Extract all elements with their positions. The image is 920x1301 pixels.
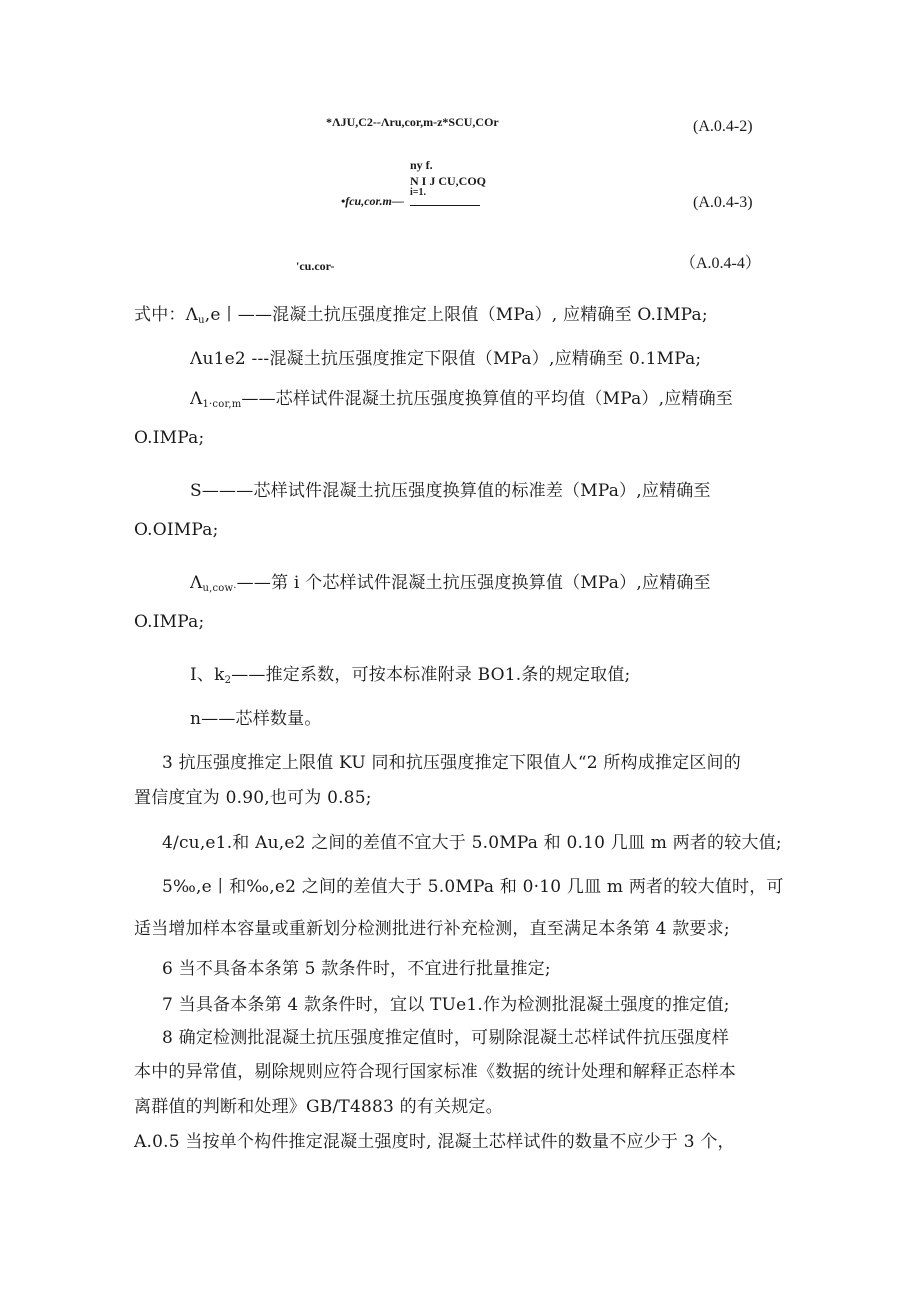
definition-lower-limit: Λu1e2 ---混凝土抗压强度推定下限值（MPa）,应精确至 0.1MPa; (190, 349, 702, 369)
formula-a043-fraction-bar (410, 205, 480, 206)
item-7: 7 当具备本条第 4 款条件时，宜以 TUe1.作为检测批混凝土强度的推定值; (162, 995, 730, 1015)
formula-a043-numerator: N I J CU,COQ (410, 174, 487, 188)
formula-a043-lhs: •fcu,cor.m— (341, 194, 404, 208)
item-3-line-2: 置信度宜为 0.90,也可为 0.85; (134, 788, 372, 808)
equation-number-a042: (A.0.4-2) (693, 118, 753, 135)
formula-a044: 'cu.cor- (296, 259, 335, 273)
formula-a043-numerator-top: ny f. (410, 158, 433, 172)
item-8-line-2: 本中的异常值，剔除规则应符合现行国家标准《数据的统计处理和解释正态样本 (134, 1062, 736, 1082)
definition-coefficients: I、$k_2——$推定系数，可按本标准附录 BO1.条的规定取值; (190, 665, 631, 686)
item-6: 6 当不具备本条第 5 款条件时，不宜进行批量推定; (162, 959, 551, 979)
item-5-line-1: 5‰,e丨和‰,e2 之间的差值大于 5.0MPa 和 0·10 几皿 m 两者的较大值时，可 (162, 877, 784, 897)
equation-number-a044: （A.0.4-4） (680, 255, 761, 272)
definition-mean-value-cont: O.IMPa; (134, 428, 205, 448)
definition-upper-limit: 式中：$\Lambda_u,e$丨——混凝土抗压强度推定上限值（MPa）, 应精确至 O.IMPa; (134, 305, 708, 326)
item-4: 4∕cu,e1.和 Au,e2 之间的差值不宜大于 5.0MPa 和 0.10 几皿 m 两者的较大值; (162, 833, 782, 853)
formula-a043-sum-index: i=1. (410, 187, 426, 198)
definition-ith-value-cont: O.IMPa; (134, 612, 205, 632)
equation-number-a043: (A.0.4-3) (693, 194, 753, 211)
item-3-line-1: 3 抗压强度推定上限值 KU 同和抗压强度推定下限值人“2 所构成推定区间的 (162, 753, 741, 773)
definition-mean-value: $\Lambda_{1\cdot cor,m}——$芯样试件混凝土抗压强度换算值的平均值（MPa）,应精确至 (190, 389, 734, 410)
item-8-line-3: 离群值的判断和处理》GB/T4883 的有关规定。 (134, 1097, 503, 1117)
definition-std-dev: S———芯样试件混凝土抗压强度换算值的标准差（MPa）,应精确至 (190, 481, 711, 501)
definition-ith-value: $\Lambda_{u,cow\cdot}——$第 i 个芯样试件混凝土抗压强度换算值（MPa）,应精确至 (190, 573, 711, 594)
item-8-line-1: 8 确定检测批混凝土抗压强度推定值时，可剔除混凝土芯样试件抗压强度样 (162, 1028, 730, 1048)
item-5-line-2: 适当增加样本容量或重新划分检测批进行补充检测，直至满足本条第 4 款要求; (134, 919, 730, 939)
definition-std-dev-cont: O.OIMPa; (134, 520, 219, 540)
clause-a05: A.0.5 当按单个构件推定混凝土强度时, 混凝土芯样试件的数量不应少于 3 个， (134, 1132, 735, 1152)
formula-a042: *ΛJU,C2--Λru,cor,m-z*SCU,COr (326, 115, 499, 129)
definition-sample-count: n——芯样数量。 (190, 709, 322, 729)
